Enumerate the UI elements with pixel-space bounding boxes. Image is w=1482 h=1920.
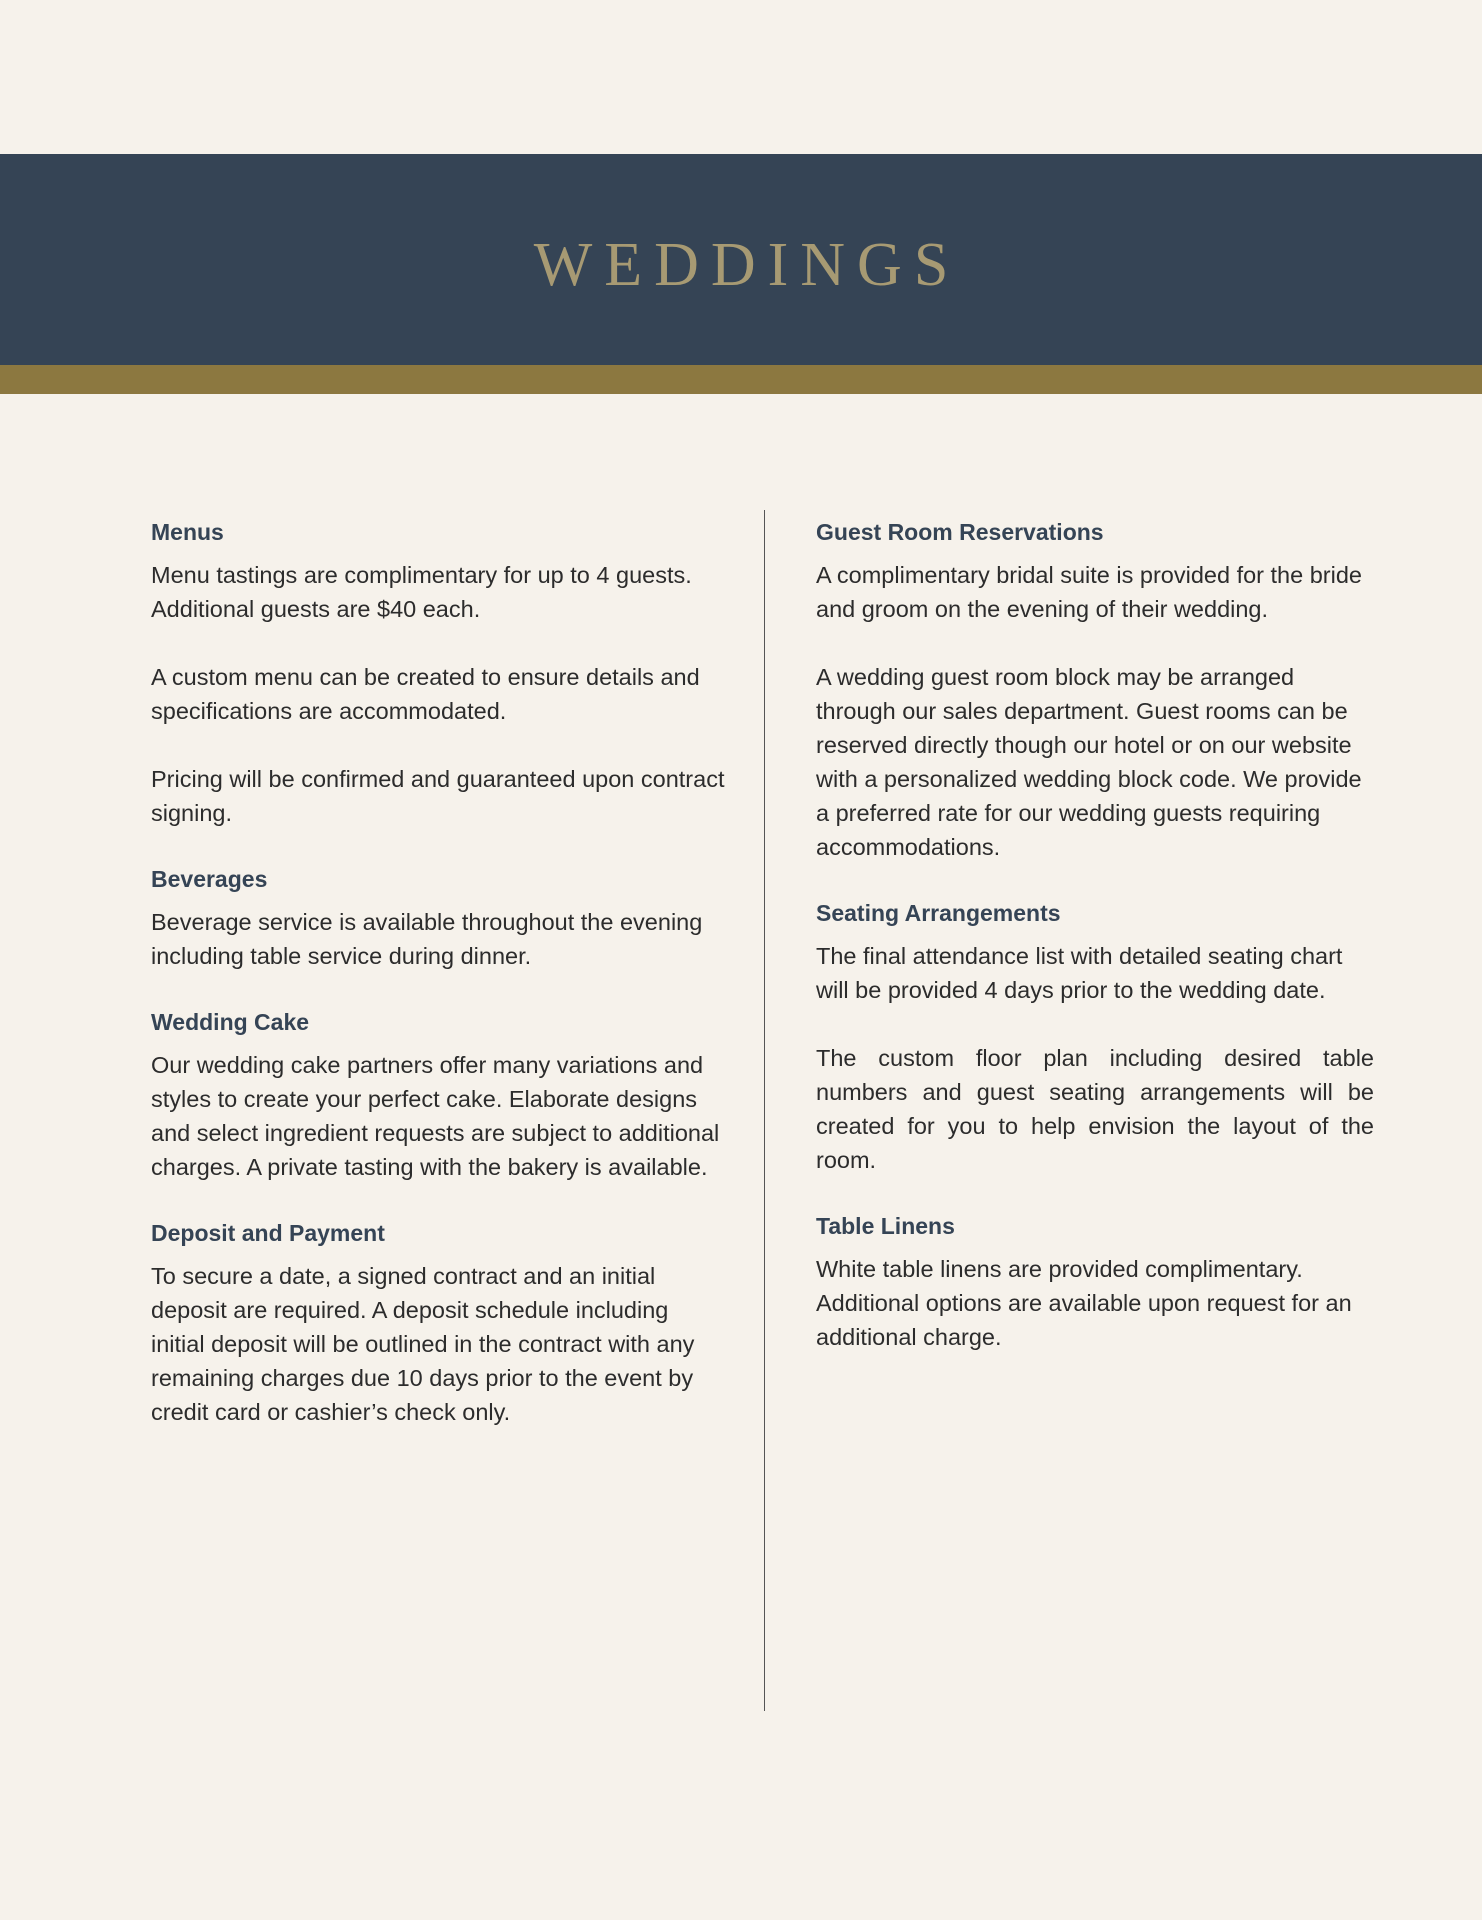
accent-stripe [0,365,1482,394]
section-paragraph: The custom floor plan including desired table numbers and guest seating arrangements will be created for you to help envision the layout of the room. [816,1045,1374,1173]
column-divider [764,510,765,1711]
section-paragraph: To secure a date, a signed contract and an initial deposit are required. A deposit schedule including initial deposit will be outlined in the contract with any remaining charges due 10 days prior to the event by credit card or cashier’s check only. [151,1263,695,1425]
section-paragraph: Our wedding cake partners offer many variations and styles to create your perfect cake. Elaborate designs and select ingredient requests are subject to additional charges. A private tasting with the bakery is available. [151,1052,720,1180]
section-table-linens [816,1210,1374,1354]
section-paragraph: Pricing will be confirmed and guaranteed upon contract signing. [151,766,725,826]
section-paragraph: A wedding guest room block may be arranged through our sales department. Guest rooms can be reserved directly though our hotel or on our website with a personalized wedding block code. We provide a preferred rate for our wedding guests requiring accommodations. [816,664,1362,860]
right-column [816,516,1374,1387]
section-wedding-cake [151,1006,727,1184]
section-guest-room-reservations [816,516,1374,864]
section-paragraph: White table linens are provided complimentary. Additional options are available upon request for an additional charge. [816,1256,1352,1350]
section-deposit-payment [151,1217,727,1429]
section-beverages [151,863,727,973]
section-paragraph: A complimentary bridal suite is provided for the bride and groom on the evening of their wedding. [816,562,1362,622]
section-seating-arrangements [816,897,1374,1177]
section-heading: Menus [151,519,224,545]
section-paragraph: Menu tastings are complimentary for up to 4 guests. Additional guests are $40 each. [151,562,692,622]
section-heading: Wedding Cake [151,1009,310,1035]
left-column [151,516,727,1462]
header-banner [0,154,1482,365]
section-heading: Table Linens [816,1213,955,1239]
section-paragraph: A custom menu can be created to ensure details and specifications are accommodated. [151,664,700,724]
section-heading: Deposit and Payment [151,1220,385,1246]
page-title: WEDDINGS [533,231,961,299]
section-heading: Beverages [151,866,268,892]
section-heading: Guest Room Reservations [816,519,1104,545]
section-paragraph: Beverage service is available throughout the evening including table service during dinner. [151,909,703,969]
section-paragraph: The final attendance list with detailed seating chart will be provided 4 days prior to the wedding date. [816,943,1343,1003]
section-heading: Seating Arrangements [816,900,1061,926]
section-menus [151,516,727,830]
